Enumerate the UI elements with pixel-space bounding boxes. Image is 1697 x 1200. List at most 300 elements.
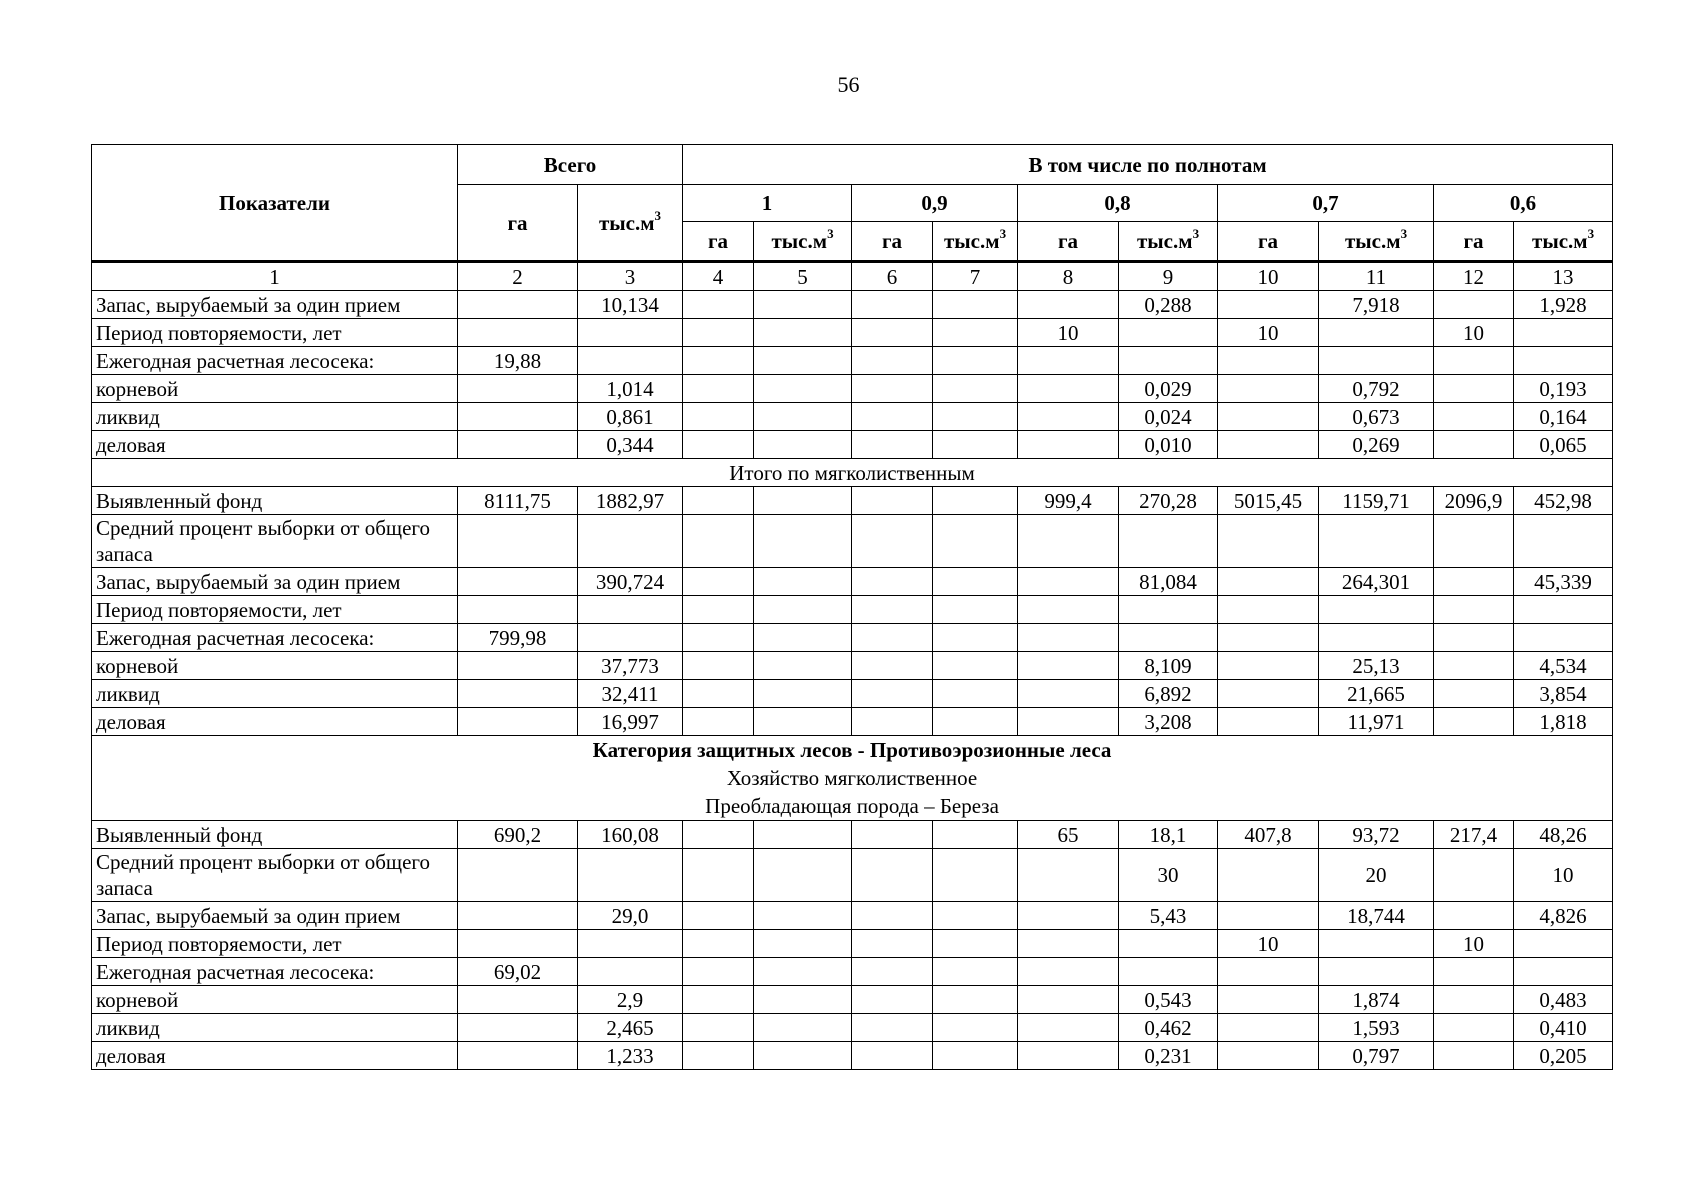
- header-unit-volume: $тыс.м^3$: [933, 222, 1018, 262]
- row-label: корневой: [92, 652, 458, 680]
- table-cell: [683, 1014, 754, 1042]
- table-cell: [458, 849, 578, 902]
- header-density-0-8: 0,8: [1018, 185, 1218, 222]
- table-cell: 264,301: [1319, 568, 1434, 596]
- table-cell: [933, 487, 1018, 515]
- table-cell: [683, 431, 754, 459]
- table-cell: 18,1: [1119, 821, 1218, 849]
- header-density-0-7: 0,7: [1218, 185, 1434, 222]
- table-cell: [1514, 958, 1613, 986]
- table-cell: [683, 680, 754, 708]
- table-cell: [1119, 347, 1218, 375]
- table-cell: [1218, 347, 1319, 375]
- header-total-volume: $тыс.м^3$: [578, 185, 683, 262]
- table-cell: [933, 375, 1018, 403]
- table-cell: 0,462: [1119, 1014, 1218, 1042]
- table-cell: 2,465: [578, 1014, 683, 1042]
- table-cell: 0,792: [1319, 375, 1434, 403]
- table-cell: 21,665: [1319, 680, 1434, 708]
- table-cell: [754, 375, 852, 403]
- table-cell: [933, 515, 1018, 568]
- table-cell: [1218, 652, 1319, 680]
- table-cell: [1319, 596, 1434, 624]
- table-cell: [933, 1014, 1018, 1042]
- table-cell: 3,854: [1514, 680, 1613, 708]
- table-cell: [933, 986, 1018, 1014]
- table-cell: [683, 708, 754, 736]
- table-cell: [1018, 347, 1119, 375]
- table-cell: 390,724: [578, 568, 683, 596]
- header-unit-area: га: [1218, 222, 1319, 262]
- table-cell: [1218, 431, 1319, 459]
- table-cell: [933, 403, 1018, 431]
- table-cell: [1018, 1014, 1119, 1042]
- table-cell: 0,410: [1514, 1014, 1613, 1042]
- header-total: Всего: [458, 145, 683, 185]
- table-cell: [1018, 568, 1119, 596]
- table-cell: [578, 958, 683, 986]
- table-cell: [933, 347, 1018, 375]
- table-cell: [754, 986, 852, 1014]
- header-density-0-9: 0,9: [852, 185, 1018, 222]
- table-cell: 1,593: [1319, 1014, 1434, 1042]
- table-cell: 0,193: [1514, 375, 1613, 403]
- table-cell: [1218, 515, 1319, 568]
- table-cell: [1218, 291, 1319, 319]
- table-cell: 10: [1018, 319, 1119, 347]
- table-cell: 1,874: [1319, 986, 1434, 1014]
- table-cell: [852, 624, 933, 652]
- row-label: деловая: [92, 708, 458, 736]
- table-cell: [933, 680, 1018, 708]
- table-cell: [1434, 291, 1514, 319]
- table-cell: 10: [1434, 319, 1514, 347]
- table-cell: [754, 403, 852, 431]
- table-cell: 217,4: [1434, 821, 1514, 849]
- table-cell: 7,918: [1319, 291, 1434, 319]
- table-cell: [754, 680, 852, 708]
- table-row: [92, 515, 1613, 568]
- table-row: [92, 319, 1613, 347]
- table-cell: [683, 1042, 754, 1070]
- table-cell: [1218, 596, 1319, 624]
- table-cell: [1218, 568, 1319, 596]
- column-number: 2: [458, 262, 578, 291]
- table-cell: [1218, 1014, 1319, 1042]
- column-number: 10: [1218, 262, 1319, 291]
- table-cell: [1319, 319, 1434, 347]
- table-cell: [852, 958, 933, 986]
- table-cell: [933, 319, 1018, 347]
- table-cell: 0,861: [578, 403, 683, 431]
- table-cell: [1434, 708, 1514, 736]
- section-b-rows: [92, 487, 1613, 736]
- table-cell: [1218, 375, 1319, 403]
- table-cell: [754, 958, 852, 986]
- header-unit-volume: $тыс.м^3$: [1119, 222, 1218, 262]
- table-cell: [754, 1014, 852, 1042]
- table-row: [92, 568, 1613, 596]
- table-cell: [683, 403, 754, 431]
- section-subtitle: Хозяйство мягколиственное: [726, 766, 978, 790]
- row-label: ликвид: [92, 680, 458, 708]
- table-cell: 999,4: [1018, 487, 1119, 515]
- table-cell: 32,411: [578, 680, 683, 708]
- table-cell: [1018, 624, 1119, 652]
- table-cell: [1119, 624, 1218, 652]
- column-number: 4: [683, 262, 754, 291]
- table-cell: 69,02: [458, 958, 578, 986]
- table-cell: [933, 1042, 1018, 1070]
- table-row: [92, 375, 1613, 403]
- table-cell: [852, 708, 933, 736]
- column-number: 13: [1514, 262, 1613, 291]
- table-cell: [852, 986, 933, 1014]
- table-cell: [1319, 624, 1434, 652]
- table-cell: [1514, 596, 1613, 624]
- table-cell: [852, 319, 933, 347]
- table-cell: [852, 403, 933, 431]
- table-cell: [1434, 1042, 1514, 1070]
- table-row: [92, 347, 1613, 375]
- table-cell: [458, 375, 578, 403]
- table-cell: [458, 403, 578, 431]
- table-cell: 5015,45: [1218, 487, 1319, 515]
- table-cell: [754, 431, 852, 459]
- table-cell: [754, 652, 852, 680]
- table-cell: [852, 291, 933, 319]
- table-cell: [1119, 319, 1218, 347]
- table-cell: [1218, 1042, 1319, 1070]
- page-number: 56: [837, 72, 860, 97]
- table-row: [92, 403, 1613, 431]
- table-cell: [933, 902, 1018, 930]
- table-cell: [852, 849, 933, 902]
- header-total-area: га: [458, 185, 578, 262]
- row-label: Период повторяемости, лет: [92, 930, 458, 958]
- table-cell: [578, 515, 683, 568]
- table-cell: [1218, 986, 1319, 1014]
- table-cell: 0,797: [1319, 1042, 1434, 1070]
- table-cell: [683, 902, 754, 930]
- table-cell: [933, 291, 1018, 319]
- table-cell: [754, 347, 852, 375]
- row-label: Период повторяемости, лет: [92, 319, 458, 347]
- table-cell: [458, 902, 578, 930]
- table-cell: 0,231: [1119, 1042, 1218, 1070]
- table-cell: [1514, 319, 1613, 347]
- section-title: Итого по мягколиственным: [92, 459, 1613, 487]
- row-label: Выявленный фонд: [92, 487, 458, 515]
- table-cell: [458, 986, 578, 1014]
- row-label: деловая: [92, 1042, 458, 1070]
- table-cell: [1434, 375, 1514, 403]
- table-cell: 16,997: [578, 708, 683, 736]
- table-cell: [578, 596, 683, 624]
- table-cell: 0,344: [578, 431, 683, 459]
- table-cell: [1218, 902, 1319, 930]
- table-cell: 10: [1434, 930, 1514, 958]
- table-cell: [458, 930, 578, 958]
- table-cell: [683, 849, 754, 902]
- column-number: 6: [852, 262, 933, 291]
- table-cell: [458, 652, 578, 680]
- section-title: Категория защитных лесов - Противоэрозионные леса: [592, 738, 1112, 762]
- table-row: [92, 431, 1613, 459]
- section-heading-block: [92, 736, 1613, 821]
- table-cell: 5,43: [1119, 902, 1218, 930]
- table-cell: [1434, 902, 1514, 930]
- table-row: [92, 708, 1613, 736]
- table-cell: [1514, 624, 1613, 652]
- column-number: 9: [1119, 262, 1218, 291]
- table-cell: 160,08: [578, 821, 683, 849]
- table-cell: [933, 624, 1018, 652]
- table-cell: 0,010: [1119, 431, 1218, 459]
- table-cell: [1434, 652, 1514, 680]
- table-cell: 10: [1514, 849, 1613, 902]
- table-cell: [1218, 403, 1319, 431]
- table-cell: [754, 1042, 852, 1070]
- table-cell: 37,773: [578, 652, 683, 680]
- table-cell: [683, 347, 754, 375]
- row-label: Средний процент выборки от общего запаса: [92, 515, 458, 568]
- table-row: [92, 1014, 1613, 1042]
- table-cell: [1018, 1042, 1119, 1070]
- table-cell: [1319, 930, 1434, 958]
- table-cell: [852, 821, 933, 849]
- table-cell: [683, 487, 754, 515]
- table-cell: 93,72: [1319, 821, 1434, 849]
- table-cell: [933, 930, 1018, 958]
- table-row: [92, 487, 1613, 515]
- column-number: 7: [933, 262, 1018, 291]
- row-label: корневой: [92, 375, 458, 403]
- table-cell: 799,98: [458, 624, 578, 652]
- table-cell: [852, 347, 933, 375]
- table-cell: [1514, 930, 1613, 958]
- header-unit-area: га: [852, 222, 933, 262]
- row-label: Средний процент выборки от общего запаса: [92, 849, 458, 902]
- table-cell: [754, 708, 852, 736]
- table-cell: [683, 958, 754, 986]
- table-cell: [1018, 930, 1119, 958]
- column-number: 1: [92, 262, 458, 291]
- header-unit-volume: $тыс.м^3$: [754, 222, 852, 262]
- table-cell: [1119, 930, 1218, 958]
- table-cell: 10,134: [578, 291, 683, 319]
- table-row: [92, 596, 1613, 624]
- table-cell: [458, 291, 578, 319]
- table-cell: 4,534: [1514, 652, 1613, 680]
- table-cell: [1018, 291, 1119, 319]
- table-cell: [578, 347, 683, 375]
- table-cell: [754, 849, 852, 902]
- table-cell: [852, 680, 933, 708]
- header-density-0-6: 0,6: [1434, 185, 1613, 222]
- table-cell: [1434, 596, 1514, 624]
- row-label: Ежегодная расчетная лесосека:: [92, 624, 458, 652]
- table-cell: 4,826: [1514, 902, 1613, 930]
- table-cell: [1018, 596, 1119, 624]
- table-cell: [754, 821, 852, 849]
- table-cell: [458, 1014, 578, 1042]
- table-cell: [683, 821, 754, 849]
- row-label: ликвид: [92, 1014, 458, 1042]
- table-cell: [1018, 431, 1119, 459]
- table-header: [92, 145, 1613, 291]
- table-cell: [458, 431, 578, 459]
- table-cell: [1319, 515, 1434, 568]
- row-label: корневой: [92, 986, 458, 1014]
- table-cell: [852, 652, 933, 680]
- table-cell: 0,164: [1514, 403, 1613, 431]
- table-cell: [933, 708, 1018, 736]
- table-cell: 6,892: [1119, 680, 1218, 708]
- table-cell: [683, 375, 754, 403]
- table-row: [92, 624, 1613, 652]
- table-cell: [933, 849, 1018, 902]
- table-cell: [578, 319, 683, 347]
- table-cell: [1434, 624, 1514, 652]
- table-cell: 65: [1018, 821, 1119, 849]
- table-cell: [754, 515, 852, 568]
- table-cell: 1882,97: [578, 487, 683, 515]
- table-cell: [933, 958, 1018, 986]
- table-cell: 0,205: [1514, 1042, 1613, 1070]
- table-cell: [1434, 515, 1514, 568]
- table-cell: [683, 596, 754, 624]
- table-row: [92, 902, 1613, 930]
- header-unit-area: га: [1018, 222, 1119, 262]
- table-cell: [1218, 849, 1319, 902]
- table-cell: [683, 652, 754, 680]
- table-cell: [1319, 347, 1434, 375]
- row-label: Период повторяемости, лет: [92, 596, 458, 624]
- column-number: 3: [578, 262, 683, 291]
- table-cell: [1434, 680, 1514, 708]
- table-cell: [1018, 403, 1119, 431]
- table-cell: [1319, 958, 1434, 986]
- column-number: 12: [1434, 262, 1514, 291]
- table-row: [92, 1042, 1613, 1070]
- header-unit-volume: $тыс.м^3$: [1319, 222, 1434, 262]
- table-cell: [683, 319, 754, 347]
- row-label: Выявленный фонд: [92, 821, 458, 849]
- table-cell: 270,28: [1119, 487, 1218, 515]
- table-cell: [458, 680, 578, 708]
- table-cell: 1159,71: [1319, 487, 1434, 515]
- row-label: ликвид: [92, 403, 458, 431]
- section-c: [92, 736, 1613, 821]
- table-cell: [1119, 515, 1218, 568]
- table-cell: [1514, 515, 1613, 568]
- column-number: 11: [1319, 262, 1434, 291]
- header-unit-area: га: [1434, 222, 1514, 262]
- table-cell: 10: [1218, 930, 1319, 958]
- table-row: [92, 849, 1613, 902]
- table-cell: [1218, 708, 1319, 736]
- table-cell: [683, 930, 754, 958]
- header-unit-volume: $тыс.м^3$: [1514, 222, 1613, 262]
- table-cell: [683, 515, 754, 568]
- table-cell: 18,744: [1319, 902, 1434, 930]
- table-cell: [852, 902, 933, 930]
- table-cell: [458, 319, 578, 347]
- table-cell: [754, 487, 852, 515]
- table-cell: [852, 930, 933, 958]
- header-density-1: 1: [683, 185, 852, 222]
- table-cell: [1514, 347, 1613, 375]
- table-cell: [1434, 568, 1514, 596]
- table-cell: [1434, 849, 1514, 902]
- table-cell: 1,233: [578, 1042, 683, 1070]
- table-cell: [458, 1042, 578, 1070]
- table-cell: [1119, 958, 1218, 986]
- table-cell: [754, 291, 852, 319]
- table-cell: [683, 291, 754, 319]
- table-cell: [1434, 403, 1514, 431]
- column-number: 8: [1018, 262, 1119, 291]
- table-cell: [933, 568, 1018, 596]
- table-cell: [1018, 902, 1119, 930]
- table-cell: [1434, 986, 1514, 1014]
- table-cell: [1018, 849, 1119, 902]
- table-cell: [1119, 596, 1218, 624]
- table-cell: 8111,75: [458, 487, 578, 515]
- table-cell: [683, 624, 754, 652]
- table-cell: 81,084: [1119, 568, 1218, 596]
- table-cell: 452,98: [1514, 487, 1613, 515]
- row-label: Запас, вырубаемый за один прием: [92, 568, 458, 596]
- table-cell: 45,339: [1514, 568, 1613, 596]
- table-cell: 2,9: [578, 986, 683, 1014]
- table-cell: [754, 930, 852, 958]
- table-cell: [458, 515, 578, 568]
- table-cell: [852, 515, 933, 568]
- table-cell: 407,8: [1218, 821, 1319, 849]
- table-cell: [683, 568, 754, 596]
- table-cell: [754, 902, 852, 930]
- table-cell: 20: [1319, 849, 1434, 902]
- table-cell: 3,208: [1119, 708, 1218, 736]
- table-cell: [754, 596, 852, 624]
- table-cell: [578, 849, 683, 902]
- table-cell: [933, 431, 1018, 459]
- table-cell: [852, 596, 933, 624]
- table-cell: [1218, 624, 1319, 652]
- table-cell: 0,029: [1119, 375, 1218, 403]
- table-cell: [852, 431, 933, 459]
- table-cell: 48,26: [1514, 821, 1613, 849]
- table-cell: 0,673: [1319, 403, 1434, 431]
- table-row: [92, 680, 1613, 708]
- table-cell: [933, 652, 1018, 680]
- table-cell: [852, 1042, 933, 1070]
- table-cell: [933, 821, 1018, 849]
- row-label: деловая: [92, 431, 458, 459]
- table-cell: [683, 986, 754, 1014]
- table-cell: [754, 624, 852, 652]
- table-cell: 1,014: [578, 375, 683, 403]
- section-subtitle: Преобладающая порода – Береза: [705, 794, 999, 818]
- row-label: Запас, вырубаемый за один прием: [92, 291, 458, 319]
- row-label: Ежегодная расчетная лесосека:: [92, 958, 458, 986]
- table-cell: [852, 487, 933, 515]
- table-cell: 19,88: [458, 347, 578, 375]
- table-cell: [1018, 986, 1119, 1014]
- table-cell: [578, 930, 683, 958]
